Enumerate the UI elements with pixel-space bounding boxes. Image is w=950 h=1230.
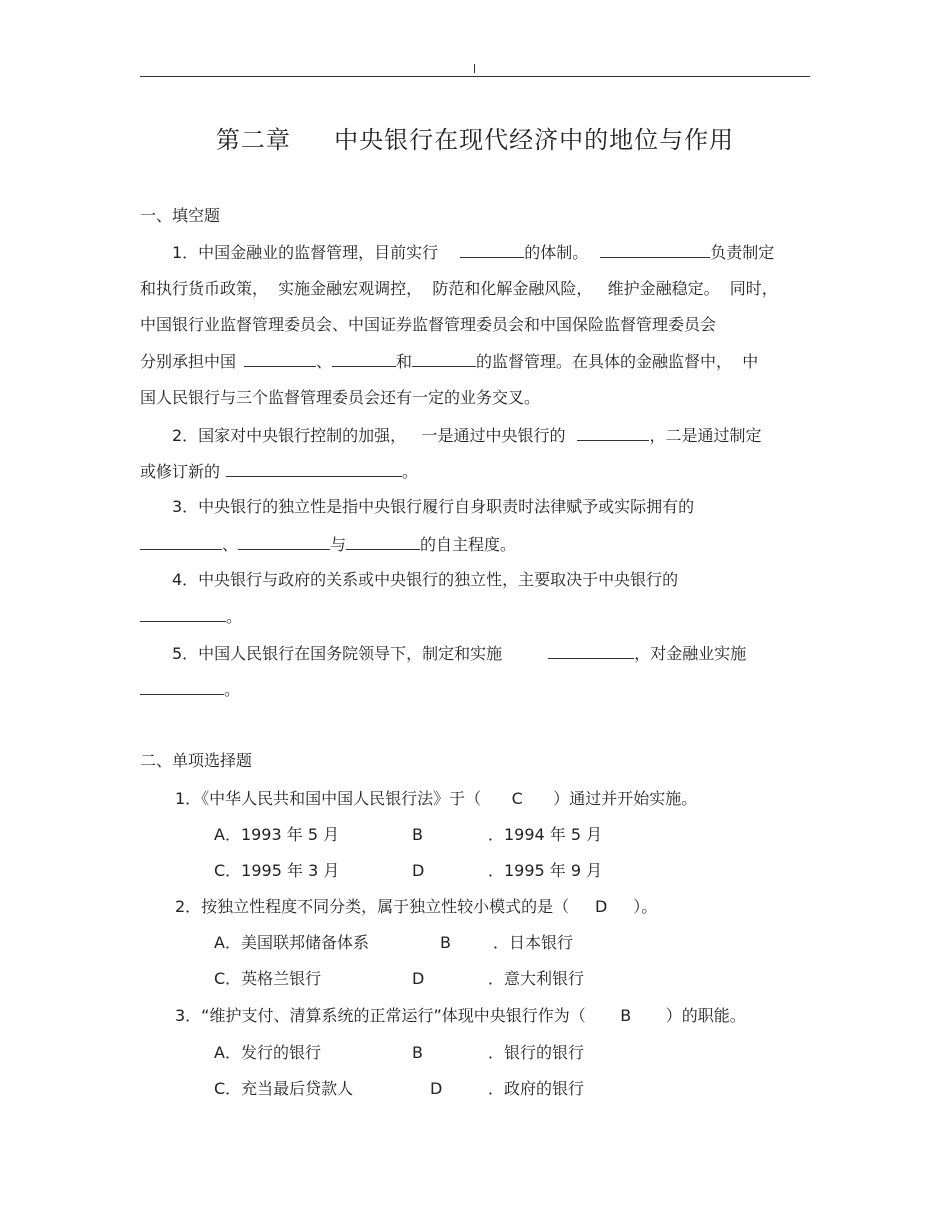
choice-q2-option-a: A．美国联邦储备体系	[214, 933, 369, 952]
choice-q1-option-a: A．1993 年 5 月	[214, 825, 340, 844]
fill-q3-line1: 3．中央银行的独立性是指中央银行履行自身职责时法律赋予或实际拥有的	[172, 497, 695, 516]
choice-q1-stem-a: 1．《中华人民共和国中国人民银行法》于（	[175, 789, 482, 808]
fill-q3-text-c: 的自主程度。	[420, 535, 517, 554]
fill-q2-blank-1	[577, 424, 649, 441]
fill-q3-line2	[140, 533, 516, 556]
choice-q2-option-b: ．日本银行	[493, 933, 574, 952]
fill-q2-line2	[140, 460, 418, 483]
fill-q1-line1	[172, 241, 774, 264]
fill-q1-blank-5	[412, 350, 476, 367]
fill-blank-heading: 一、填空题	[140, 206, 221, 225]
fill-q5-text-a: 5．中国人民银行在国务院领导下，制定和实施	[172, 644, 503, 663]
fill-q3-blank-1	[140, 533, 222, 550]
choice-q1-option-d: ．1995 年 9 月	[488, 861, 603, 880]
fill-q5-blank-2	[140, 678, 224, 695]
choice-q1-answer: C	[511, 789, 523, 808]
choice-q3-stem-b: ）的职能。	[665, 1006, 746, 1025]
choice-q3-option-d: ．政府的银行	[488, 1079, 585, 1098]
fill-q3-text-a: 、	[222, 535, 239, 554]
fill-q5-blank-1	[548, 642, 634, 659]
fill-q3-text-b: 与	[330, 535, 347, 554]
fill-q4-blank-1	[140, 605, 226, 622]
choice-q1-stem-b: ）通过并开始实施。	[553, 789, 698, 808]
choice-q2-stem	[175, 896, 657, 918]
fill-q1-line2: 和执行货币政策， 实施金融宏观调控， 防范和化解金融风险， 维护金融稳定。 同时，	[140, 279, 778, 298]
fill-q1-blank-4	[332, 350, 396, 367]
fill-q2-text-a: 2．国家对中央银行控制的加强， 一是通过中央银行的	[172, 426, 566, 445]
fill-q2-text-c: 或修订新的	[140, 462, 221, 481]
single-choice-heading: 二、单项选择题	[140, 751, 253, 770]
fill-q2-line1	[172, 424, 761, 447]
fill-q4-text-a: 。	[226, 607, 243, 626]
fill-q3-blank-3	[346, 533, 420, 550]
fill-q2-blank-2	[226, 460, 402, 477]
fill-q1-text-f: 和	[396, 352, 413, 371]
choice-q1-stem	[175, 788, 697, 810]
choice-q2-option-d: ．意大利银行	[488, 969, 585, 988]
fill-q1-line3: 中国银行业监督管理委员会、中国证券监督管理委员会和中国保险监督管理委员会	[140, 315, 717, 334]
fill-q1-blank-2	[600, 241, 710, 258]
choice-q3-answer: B	[620, 1006, 632, 1025]
choice-q3-option-b: ．银行的银行	[488, 1043, 585, 1062]
chapter-title: 第二章 中央银行在现代经济中的地位与作用	[215, 126, 735, 154]
fill-q5-line1	[172, 642, 746, 665]
fill-q1-text-d: 分别承担中国	[140, 352, 237, 371]
choice-q1-option-b: ．1994 年 5 月	[488, 825, 603, 844]
fill-q1-text-a: 1．中国金融业的监督管理，目前实行	[172, 243, 439, 262]
choice-q2-stem-b: ）。	[633, 897, 658, 916]
fill-q1-text-b: 的体制。	[524, 243, 589, 262]
fill-q5-text-b: ，对金融业实施	[634, 644, 747, 663]
choice-q2-option-d-letter: D	[412, 969, 425, 988]
choice-q3-option-b-letter: B	[412, 1043, 423, 1062]
fill-q2-text-d: 。	[402, 462, 419, 481]
choice-q3-stem-a: 3．“维护支付、清算系统的正常运行”体现中央银行作为（	[175, 1006, 586, 1025]
fill-q2-text-b: ，二是通过制定	[649, 426, 762, 445]
fill-q3-blank-2	[238, 533, 330, 550]
choice-q1-option-c: C．1995 年 3 月	[214, 861, 340, 880]
fill-q4-line2	[140, 605, 242, 628]
fill-q4-line1: 4．中央银行与政府的关系或中央银行的独立性，主要取决于中央银行的	[172, 570, 679, 589]
fill-q5-text-c: 。	[224, 680, 241, 699]
fill-q1-text-g: 的监督管理。在具体的金融监督中， 中	[476, 352, 759, 371]
header-rule	[140, 76, 810, 77]
fill-q1-blank-3	[244, 350, 316, 367]
choice-q3-option-c: C．充当最后贷款人	[214, 1079, 354, 1098]
choice-q1-option-d-letter: D	[412, 861, 425, 880]
choice-q2-answer: D	[595, 897, 608, 916]
choice-q3-stem	[175, 1005, 746, 1027]
header-tick	[474, 64, 475, 73]
choice-q3-option-d-letter: D	[430, 1079, 443, 1098]
choice-q1-option-b-letter: B	[412, 825, 423, 844]
fill-q1-line4	[140, 350, 758, 373]
choice-q2-option-c: C．英格兰银行	[214, 969, 322, 988]
fill-q1-blank-1	[460, 241, 524, 258]
fill-q5-line2	[140, 678, 240, 701]
fill-q1-line5: 国人民银行与三个监督管理委员会还有一定的业务交叉。	[140, 388, 541, 407]
choice-q2-option-b-letter: B	[440, 933, 451, 952]
choice-q3-option-a: A．发行的银行	[214, 1043, 321, 1062]
fill-q1-text-e: 、	[316, 352, 333, 371]
choice-q2-stem-a: 2．按独立性程度不同分类，属于独立性较小模式的是（	[175, 897, 570, 916]
fill-q1-text-c: 负责制定	[710, 243, 775, 262]
